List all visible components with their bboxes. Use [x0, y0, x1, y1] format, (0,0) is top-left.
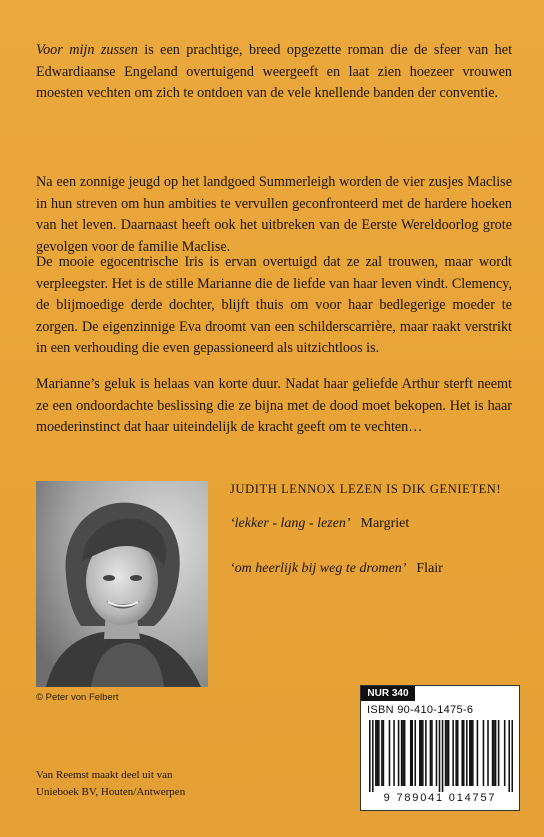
- blurb-paragraph-1: [36, 40, 512, 105]
- blurb-paragraph-1-text: is een prachtige, breed opgezette roman die de sfeer van het Edwardiaanse Engeland overtuigend weergeeft en laat zien hoezeer vrouwen moesten vechten om zich te ontdoen van de vele knellende banden der conventie.: [36, 42, 513, 102]
- book-title: Voor mijn zussen: [36, 42, 138, 58]
- barcode-bar: [463, 720, 465, 786]
- barcode-bar: [477, 720, 479, 786]
- quote-text: ‘om heerlijk bij weg te dromen’: [230, 561, 407, 576]
- barcode-bar: [504, 720, 506, 786]
- barcode-bar: [493, 720, 495, 786]
- quote-text: ‘lekker - lang - lezen’: [230, 516, 351, 531]
- barcode-bar: [455, 720, 457, 786]
- quote-source: Flair: [416, 561, 443, 576]
- author-photo: [36, 481, 208, 687]
- barcode-bar: [383, 720, 385, 786]
- barcode-bar: [492, 720, 494, 786]
- barcode-bar: [393, 720, 395, 786]
- barcode-bar: [369, 720, 371, 792]
- ean-number: 9 789041 014757: [383, 792, 497, 804]
- barcode-bar: [402, 720, 404, 786]
- barcode-bar: [419, 720, 421, 786]
- barcode-bar: [483, 720, 485, 786]
- barcode-bars: [369, 720, 513, 792]
- barcode-bar: [469, 720, 471, 786]
- barcode-bar: [508, 720, 510, 792]
- barcode-bar: [430, 720, 432, 786]
- publisher-info: [36, 767, 296, 801]
- barcode-bar: [466, 720, 468, 786]
- barcode-bar: [425, 720, 427, 786]
- blurb-paragraph-4: Marianne’s geluk is helaas van korte duur. Nadat haar geliefde Arthur sterft neemt ze een ondoordachte beslissing die ze bijna met de dood moet bekopen. Het is haar moederinstinct dat haar uiteindelijk de kracht geeft om te vechten…: [36, 376, 512, 436]
- barcode-bar: [398, 720, 400, 786]
- barcode-bar: [498, 720, 500, 786]
- barcode-bar: [511, 720, 513, 792]
- publisher-line-1: Van Reemst maakt deel uit van: [36, 769, 173, 781]
- quote-source: Margriet: [360, 516, 410, 531]
- nur-code: NUR 340: [361, 686, 415, 701]
- barcode-bar: [452, 720, 454, 786]
- barcode-bar: [445, 720, 447, 786]
- barcode-bar: [487, 720, 489, 786]
- blurb-paragraph-3: De mooie egocentrische Iris is ervan overtuigd dat ze zal trouwen, maar wordt verpleegster. Het is de stille Marianne die de liefde van haar leven vindt. Clemency, de blijmoedige derde dochter, blijft thuis om voor haar bedlegerige moeder te zorgen. De eigenzinnige Eva droomt van een schilderscarrière, maar raakt verstrikt in een verhouding die even gepassioneerd als uitzichtloos is.: [36, 254, 512, 357]
- barcode-bar: [422, 720, 424, 786]
- barcode-bar: [401, 720, 403, 786]
- barcode-bar: [495, 720, 497, 786]
- barcode-bar: [471, 720, 473, 786]
- barcode-bar: [431, 720, 433, 786]
- barcode-bar: [404, 720, 406, 786]
- photo-credit: © Peter von Felbert: [36, 692, 119, 703]
- praise-quote-2: [230, 561, 443, 577]
- barcode-bar: [457, 720, 459, 786]
- publisher-line-2: Unieboek BV, Houten/Antwerpen: [36, 786, 186, 798]
- barcode-bar: [461, 720, 463, 786]
- barcode-bar: [439, 720, 441, 792]
- isbn-number: ISBN 90-410-1475-6: [367, 704, 474, 716]
- barcode-bar: [446, 720, 448, 786]
- barcode-label: [360, 685, 520, 811]
- barcode-bar: [377, 720, 379, 786]
- barcode-bar: [448, 720, 450, 786]
- blurb-paragraph-2: Na een zonnige jeugd op het landgoed Summerleigh worden de vier zusjes Maclise in hun streven om hun ambities te vervullen geconfronteerd met de hardere hoeken van het leven. Daarnaast heeft ook het uitbreken van de Eerste Wereldoorlog grote gevolgen voor de familie Maclise.: [36, 174, 512, 255]
- barcode-bar: [421, 720, 423, 786]
- author-photo-image: [36, 481, 208, 687]
- barcode-bar: [389, 720, 391, 786]
- barcode-bar: [411, 720, 413, 786]
- praise-quote-1: [230, 516, 409, 532]
- barcode-bar: [414, 720, 416, 786]
- barcode-bar: [472, 720, 474, 786]
- barcode-bar: [372, 720, 374, 792]
- barcode-bar: [375, 720, 377, 786]
- barcode-bar: [442, 720, 444, 792]
- praise-tagline: JUDITH LENNOX LEZEN IS DIK GENIETEN!: [230, 482, 502, 496]
- barcode-bar: [410, 720, 412, 786]
- barcode-bar: [378, 720, 380, 786]
- barcode-bar: [436, 720, 438, 786]
- barcode-bar: [381, 720, 383, 786]
